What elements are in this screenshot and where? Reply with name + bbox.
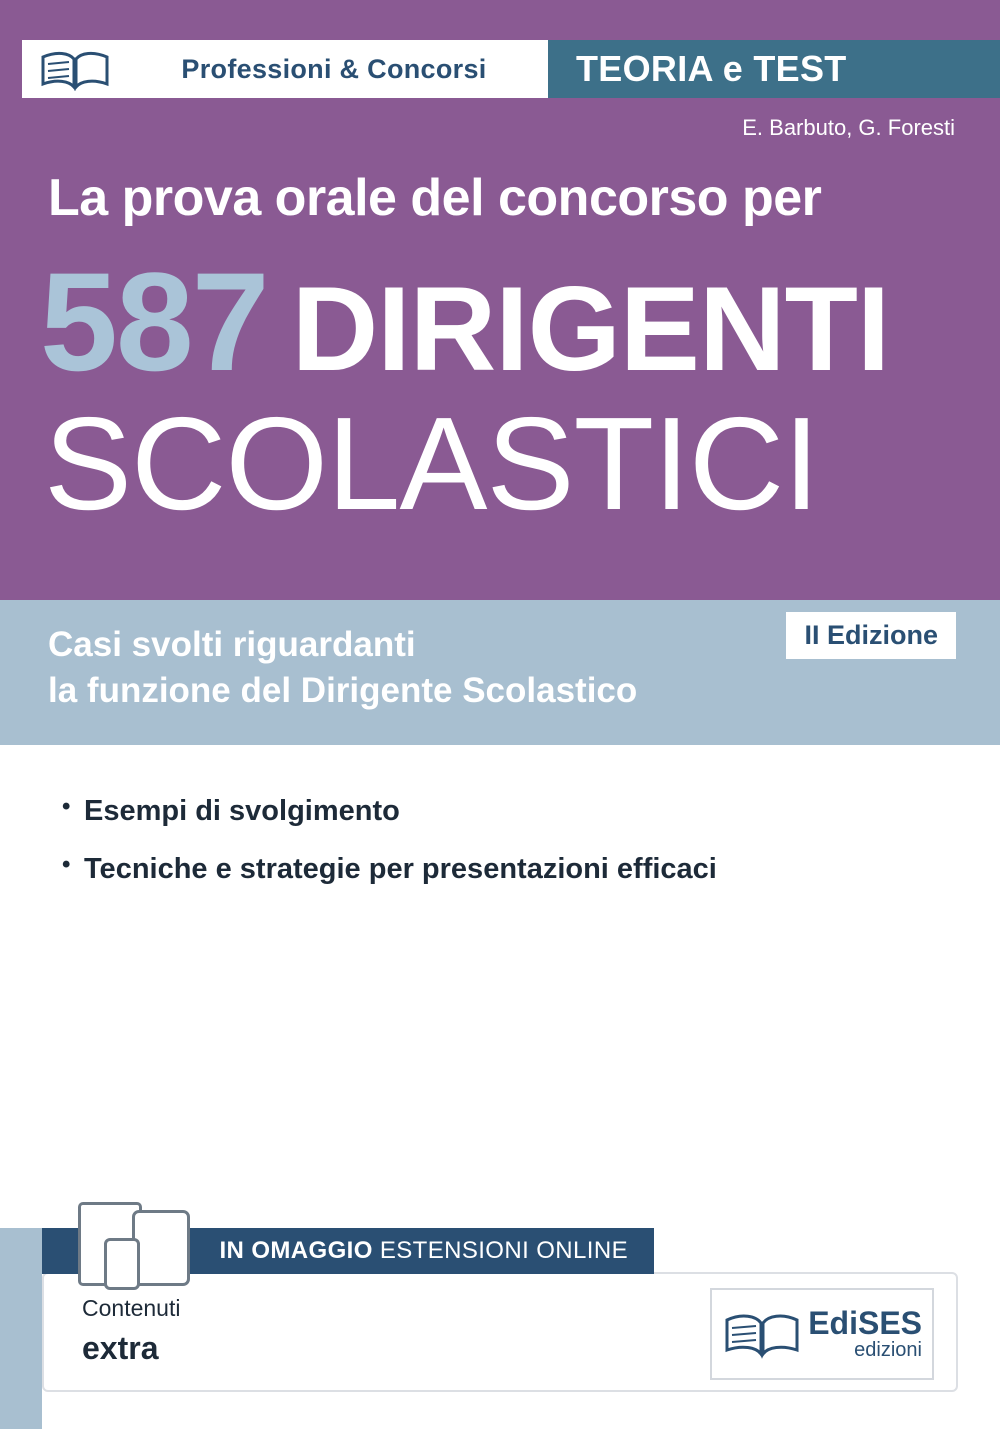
list-item	[62, 790, 717, 832]
title-word-1: DIRIGENTI	[291, 262, 890, 396]
subtitle-line-2: la funzione del Dirigente Scolastico	[48, 671, 638, 711]
title-word-2: SCOLASTICI	[44, 390, 819, 537]
bullet-dot-icon: •	[62, 851, 71, 879]
logo-box	[22, 40, 128, 98]
open-book-icon	[39, 47, 111, 91]
publisher-logo-box	[710, 1288, 934, 1380]
tablet-front-shape	[132, 1210, 190, 1286]
authors: E. Barbuto, G. Foresti	[742, 115, 955, 140]
bullet-dot-icon: •	[62, 793, 71, 820]
publisher-name: EdiSES	[808, 1304, 922, 1341]
bottom-left-stripe	[0, 1228, 42, 1429]
type-label: TEORIA e TEST	[576, 48, 847, 89]
left-stripe	[0, 0, 22, 600]
subtitle-line-1: Casi svolti riguardanti	[48, 625, 416, 664]
list-item	[62, 848, 717, 890]
tablet-and-phone-icon	[70, 1200, 190, 1290]
series-label-box	[128, 40, 548, 98]
contenuti-label: Contenuti	[82, 1295, 181, 1321]
bullet-text: Esempi di svolgimento	[84, 795, 400, 827]
subtitle-block	[48, 622, 637, 714]
title-line-1: La prova orale del concorso per	[48, 169, 822, 227]
phone-shape	[104, 1238, 140, 1290]
omaggio-strong: IN OMAGGIO	[219, 1237, 373, 1264]
series-label: Professioni & Concorsi	[181, 53, 487, 84]
open-book-icon	[722, 1308, 802, 1360]
publisher-text	[808, 1304, 922, 1362]
title-number-row	[40, 243, 890, 400]
title-number: 587	[40, 243, 268, 400]
edition-badge: II Edizione	[786, 612, 956, 659]
publisher-subtitle: edizioni	[854, 1339, 922, 1362]
bullet-text: Tecniche e strategie per presentazioni efficaci	[84, 853, 717, 886]
omaggio-rest: ESTENSIONI ONLINE	[379, 1237, 628, 1264]
contenuti-extra-block	[82, 1295, 180, 1367]
header-row	[22, 40, 1000, 98]
contenuti-value: extra	[82, 1330, 159, 1366]
type-label-box	[548, 40, 1000, 98]
bullet-list	[62, 790, 717, 906]
